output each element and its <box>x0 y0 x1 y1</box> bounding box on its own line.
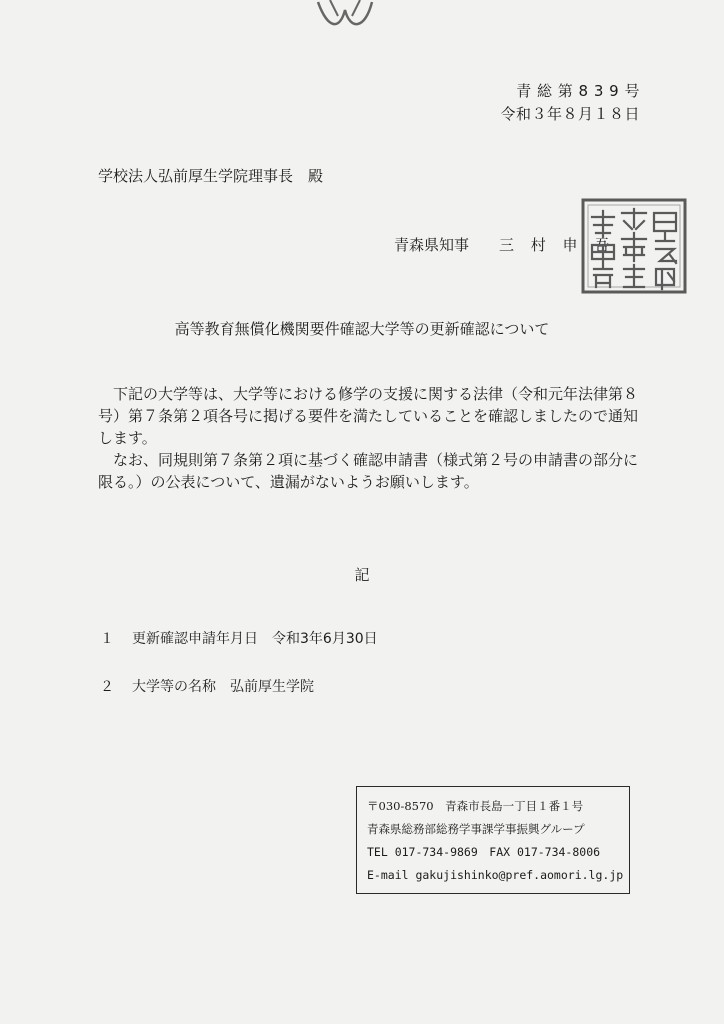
item-label: 更新確認申請年月日 <box>132 631 258 647</box>
contact-address: 〒030-8570 青森市長島一丁目１番１号 <box>367 799 584 813</box>
body-text <box>98 383 638 493</box>
body-paragraph: 下記の大学等は、大学等における修学の支援に関する法律（令和元年法律第８号）第７条第２項各号に掲げる要件を満たしていることを確認しましたので通知します。 <box>98 385 639 447</box>
contact-email: E-mail gakujishinko@pref.aomori.lg.jp <box>367 868 624 882</box>
official-seal <box>580 197 688 295</box>
partial-stamp-mark <box>310 0 380 34</box>
item-number: １ <box>100 631 114 647</box>
ki-heading: 記 <box>354 566 370 584</box>
sender-name: 三 村 申 吾 <box>499 236 616 254</box>
item-value: 令和3年6月30日 <box>272 631 378 647</box>
list-item <box>100 676 314 696</box>
addressee: 学校法人弘前厚生学院理事長 殿 <box>98 167 324 185</box>
sender-title: 青森県知事 <box>394 236 470 254</box>
item-value: 弘前厚生学院 <box>230 679 314 695</box>
document-date: 令和３年８月１８日 <box>500 105 640 123</box>
item-number: ２ <box>100 679 114 695</box>
list-item <box>100 628 378 648</box>
item-label: 大学等の名称 <box>132 679 216 695</box>
contact-tel-fax: TEL 017-734-9869 FAX 017-734-8006 <box>367 845 601 859</box>
subject-title: 高等教育無償化機関要件確認大学等の更新確認について <box>174 320 550 338</box>
body-paragraph: なお、同規則第７条第２項に基づく確認申請書（様式第２号の申請書の部分に限る。）の公表について、遺漏がないようお願いします。 <box>98 451 639 491</box>
contact-department: 青森県総務部総務学事課学事振興グループ <box>367 822 585 836</box>
contact-box <box>356 786 630 894</box>
document-number: 青 総 第 8 3 9 号 <box>516 82 640 100</box>
